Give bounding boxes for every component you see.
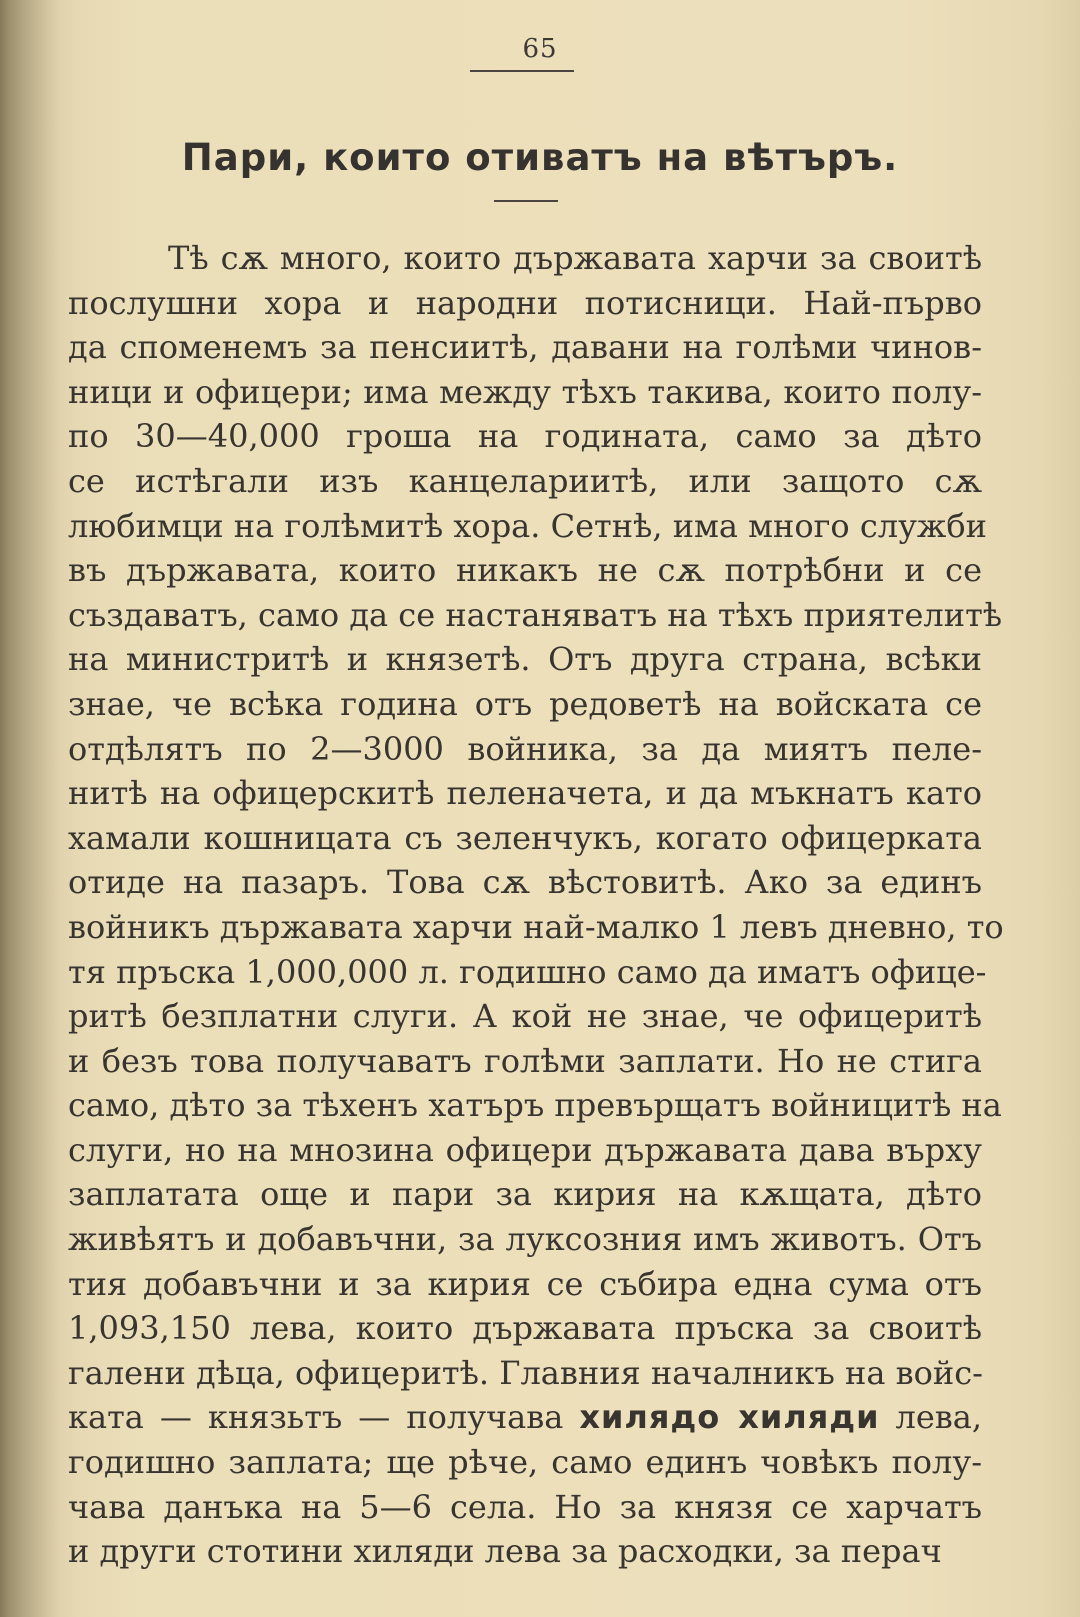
text-line: послушни хора и народни потисници. Най-първо [68, 283, 982, 322]
text-line: отдѣлятъ по 2—3000 войника, за да миятъ пеле- [68, 729, 982, 768]
text-line: хамали кошницата съ зеленчукъ, когато офицерката [68, 818, 982, 857]
text-line: слуги, но на мнозина офицери държавата дава върху [68, 1130, 982, 1169]
text-line: 1,093,150 лева, които държавата пръска за своитѣ [68, 1309, 982, 1348]
text-line-with-emphasis [68, 1395, 982, 1440]
spine-shadow [0, 0, 60, 1617]
chapter-title: Пари, които отиватъ на вѣтъръ. [181, 136, 899, 179]
text-line: годишно заплата; ще рѣче, само единъ човѣкъ полу- [68, 1443, 982, 1482]
text-line: на министритѣ и князетѣ. Отъ друга страна, всѣки [68, 640, 982, 679]
text-run: лева, [895, 1398, 983, 1437]
text-line: чава данъка на 5—6 села. Но за князя се харчатъ [68, 1487, 982, 1526]
text-line: и други стотини хиляди лева за расходки, за перач [68, 1532, 942, 1571]
text-line: тия добавъчни и за кирия се събира една сума отъ [68, 1264, 982, 1303]
text-line: отиде на пазаръ. Това сѫ вѣстовитѣ. Ако за единъ [68, 863, 982, 902]
text-line: само, дѣто за тѣхенъ хатъръ превърщатъ войницитѣ на [68, 1086, 1002, 1125]
text-line: по 30—40,000 гроша на годината, само за дѣто [68, 417, 982, 456]
text-line: да споменемъ за пенсиитѣ, давани на голѣми чинов- [68, 328, 982, 367]
text-line: заплатата още и пари за кирия на кѫщата, дѣто [68, 1175, 982, 1214]
text-line: ритѣ безплатни слуги. А кой не знае, че офицеритѣ [68, 997, 982, 1036]
text-line: живѣятъ и добавъчни, за луксозния имъ животъ. Отъ [68, 1220, 982, 1259]
text-line: и безъ това получаватъ голѣми заплати. Но не стига [68, 1041, 982, 1080]
text-line: войникъ държавата харчи най-малко 1 левъ дневно, то [68, 907, 1004, 946]
text-run: ката — князьтъ — получава [68, 1398, 564, 1437]
text-line: любимци на голѣмитѣ хора. Сетнѣ, има много служби [68, 506, 987, 545]
text-line: нитѣ на офицерскитѣ пеленачета, и да мъкнатъ като [68, 774, 982, 813]
text-line: ници и офицери; има между тѣхъ такива, които полу- [68, 372, 982, 411]
text-line: въ държавата, които никакъ не сѫ потрѣбни и се [68, 551, 982, 590]
text-line: Тѣ сѫ много, които държавата харчи за своитѣ [168, 239, 982, 277]
text-line: създаватъ, само да се настаняватъ на тѣхъ приятелитѣ [68, 595, 1003, 634]
text-line: тя пръска 1,000,000 л. годишно само да иматъ офице- [68, 952, 987, 991]
text-line: знае, че всѣка година отъ редоветѣ на войската се [68, 684, 982, 723]
title-divider [494, 200, 558, 202]
text-line: се истѣгали изъ канцелариитѣ, или защото сѫ [68, 461, 982, 500]
page-number-underline [470, 70, 574, 72]
emphasized-text: хилядо хиляди [579, 1398, 880, 1437]
body-text [68, 236, 1004, 1574]
text-line: галени дѣца, офицеритѣ. Главния началникъ на войс- [68, 1353, 983, 1392]
page-number: 65 [522, 34, 558, 64]
